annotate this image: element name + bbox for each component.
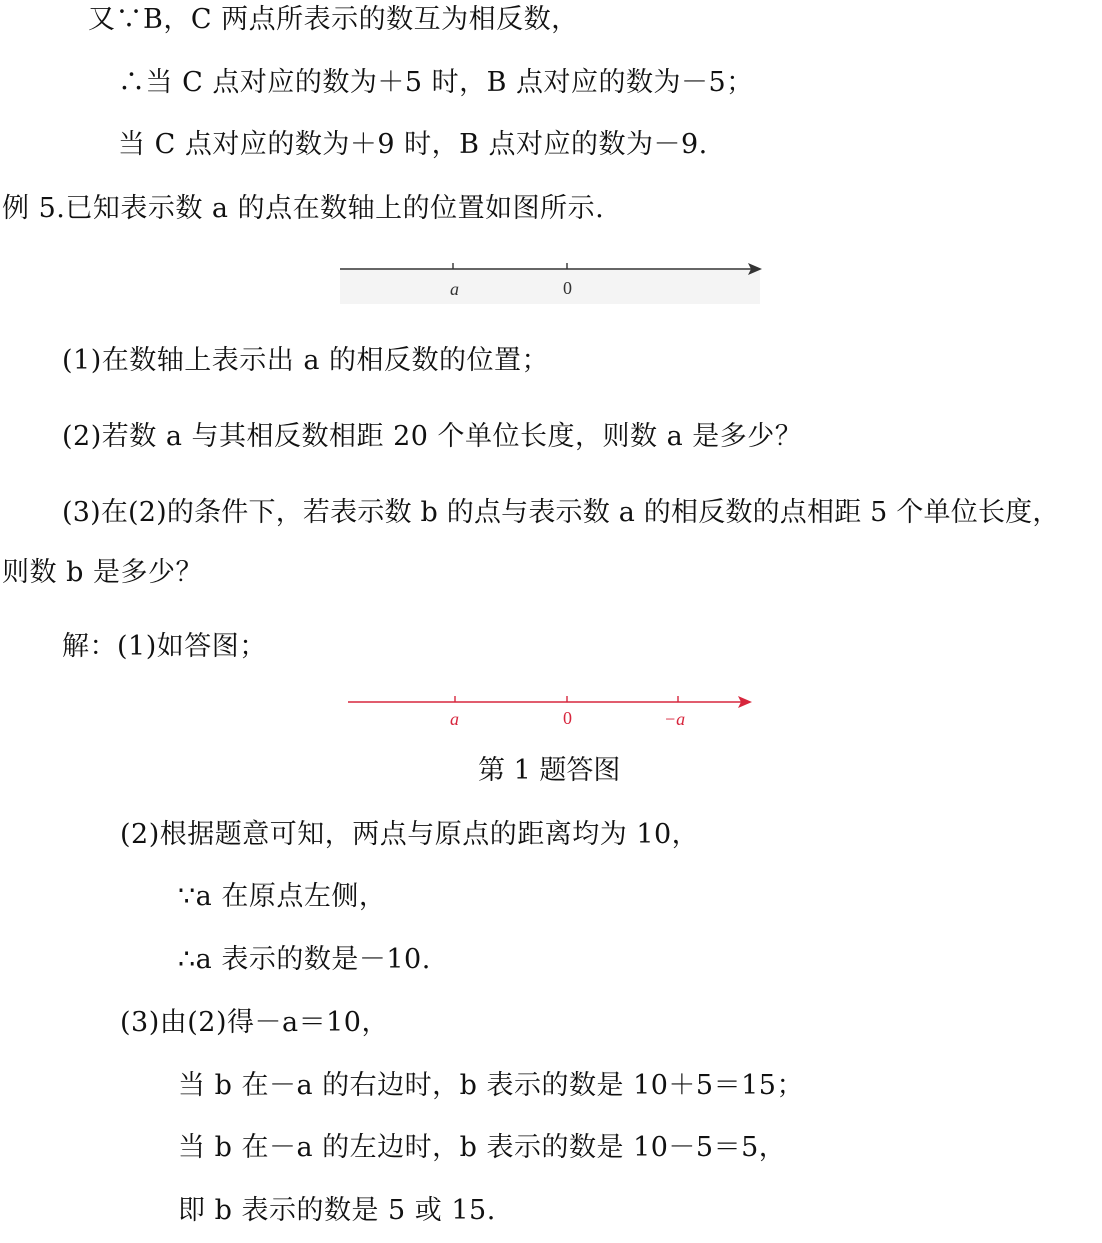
solution-heading: 解：(1)如答图； — [62, 631, 267, 662]
example-heading: 例 5.已知表示数 a 的点在数轴上的位置如图所示. — [2, 193, 605, 224]
question-3: (3)在(2)的条件下，若表示数 b 的点与表示数 a 的相反数的点相距 5 个单位长度， — [62, 497, 1060, 528]
figure-caption: 第 1 题答图 — [478, 755, 621, 786]
question-1: (1)在数轴上表示出 a 的相反数的位置； — [62, 345, 550, 376]
solution-2: (2)根据题意可知，两点与原点的距离均为 10， — [120, 819, 700, 850]
figure-background — [340, 270, 760, 304]
solution-3-case-1: 当 b 在－a 的右边时，b 表示的数是 10＋5＝15； — [178, 1070, 804, 1101]
text-line: 当 C 点对应的数为＋9 时，B 点对应的数为－9. — [118, 129, 708, 160]
question-2: (2)若数 a 与其相反数相距 20 个单位长度，则数 a 是多少？ — [62, 421, 803, 452]
answer-number-line-figure — [346, 690, 766, 734]
solution-2-step-1: ∵a 在原点左侧， — [178, 881, 387, 912]
question-3-continued: 则数 b 是多少？ — [2, 557, 203, 588]
text-line: ∴当 C 点对应的数为＋5 时，B 点对应的数为－5； — [118, 67, 754, 98]
answer-label-a: a — [450, 709, 459, 729]
number-line-figure — [336, 256, 776, 306]
label-a: a — [450, 279, 459, 299]
solution-3-conclusion: 即 b 表示的数是 5 或 15. — [178, 1195, 496, 1226]
solution-3: (3)由(2)得－a＝10， — [120, 1007, 389, 1038]
solution-3-case-2: 当 b 在－a 的左边时，b 表示的数是 10－5＝5， — [178, 1132, 787, 1163]
answer-label-zero: 0 — [563, 708, 572, 728]
solution-2-step-2: ∴a 表示的数是－10. — [178, 944, 431, 975]
label-zero: 0 — [563, 278, 572, 298]
text-line: 又∵B，C 两点所表示的数互为相反数， — [88, 4, 579, 35]
answer-label-neg-a: −a — [664, 709, 686, 729]
